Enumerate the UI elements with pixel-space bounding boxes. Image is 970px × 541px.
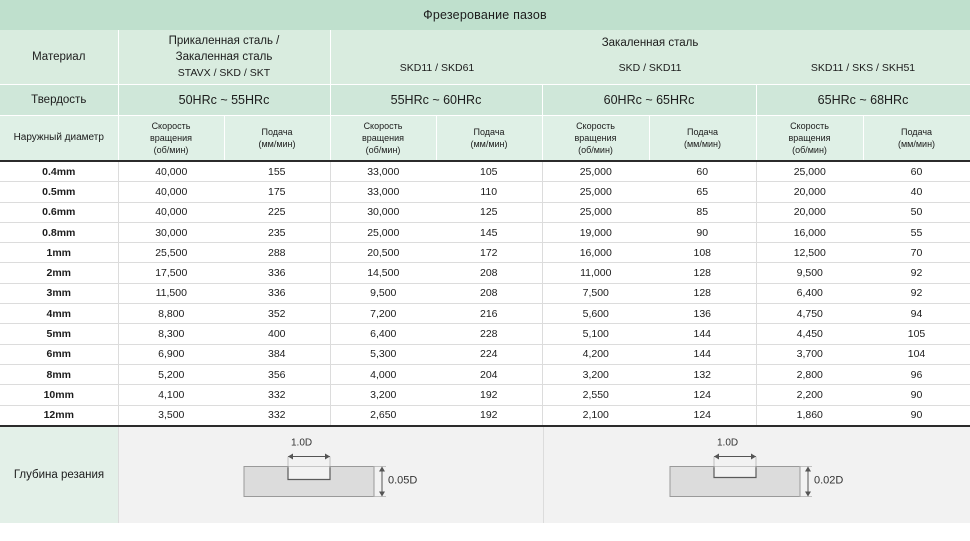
cell-speed-3: 25,000 [542, 182, 649, 202]
cell-speed-2: 14,500 [330, 263, 436, 283]
cell-feed-3: 144 [649, 344, 756, 364]
cell-feed-3: 128 [649, 283, 756, 303]
cell-feed-4: 104 [863, 344, 970, 364]
cell-feed-4: 92 [863, 283, 970, 303]
sub-feed-l3: (мм/мин) [258, 139, 296, 149]
cell-speed-1: 3,500 [118, 405, 224, 425]
cutting-data-table [0, 162, 970, 425]
depth-of-cut-band [0, 427, 970, 523]
cell-feed-2: 204 [436, 364, 542, 384]
sub-speed-l3: (об/мин) [365, 145, 401, 156]
cell-feed-1: 400 [224, 324, 330, 344]
subheader-speed-2 [330, 116, 436, 161]
cell-diameter: 0.6mm [0, 202, 118, 222]
sub-speed-l2: вращения [150, 132, 192, 143]
cell-speed-2: 6,400 [330, 324, 436, 344]
cell-feed-4: 70 [863, 243, 970, 263]
cell-feed-2: 145 [436, 222, 542, 242]
cell-feed-1: 332 [224, 405, 330, 425]
cell-feed-4: 105 [863, 324, 970, 344]
subheader-speed-1 [118, 116, 224, 161]
subheader-feed-3 [649, 116, 756, 161]
depth-of-cut-label: Глубина резания [0, 427, 118, 523]
cell-feed-2: 216 [436, 304, 542, 324]
cell-feed-2: 105 [436, 162, 542, 182]
cell-feed-3: 124 [649, 405, 756, 425]
cell-feed-4: 90 [863, 405, 970, 425]
cell-speed-2: 5,300 [330, 344, 436, 364]
cell-feed-1: 288 [224, 243, 330, 263]
cell-speed-4: 1,860 [756, 405, 863, 425]
sub-feed-l3: (мм/мин) [470, 139, 508, 149]
table-row [0, 182, 970, 202]
subheader-feed-2 [436, 116, 542, 161]
cell-speed-2: 33,000 [330, 182, 436, 202]
cell-speed-4: 20,000 [756, 202, 863, 222]
cell-feed-1: 384 [224, 344, 330, 364]
cell-feed-3: 128 [649, 263, 756, 283]
table-row [0, 202, 970, 222]
cell-feed-2: 172 [436, 243, 542, 263]
cell-diameter: 12mm [0, 405, 118, 425]
cell-feed-1: 332 [224, 385, 330, 405]
cell-speed-2: 9,500 [330, 283, 436, 303]
cell-speed-2: 20,500 [330, 243, 436, 263]
hardness-row [0, 85, 970, 116]
material-group-label: Закаленная сталь [601, 36, 699, 49]
cell-feed-1: 225 [224, 202, 330, 222]
cell-feed-2: 224 [436, 344, 542, 364]
table-row [0, 304, 970, 324]
cell-speed-4: 16,000 [756, 222, 863, 242]
diameter-label: Наружный диаметр [0, 116, 118, 161]
cell-speed-4: 3,700 [756, 344, 863, 364]
cell-feed-3: 124 [649, 385, 756, 405]
cell-speed-1: 40,000 [118, 202, 224, 222]
depth-left-depth-label: 0.05D [388, 474, 418, 487]
cell-speed-2: 3,200 [330, 385, 436, 405]
cell-speed-3: 19,000 [542, 222, 649, 242]
depth-right-width-label: 1.0D [717, 437, 739, 449]
sheet-title-bar [0, 0, 970, 30]
hardness-4: 65HRc ~ 68HRc [756, 85, 970, 116]
cell-feed-2: 125 [436, 202, 542, 222]
sub-speed-l2: вращения [788, 132, 831, 143]
cell-speed-2: 25,000 [330, 222, 436, 242]
cell-feed-3: 85 [649, 202, 756, 222]
sub-feed-l1: Подача [261, 126, 293, 137]
cell-diameter: 5mm [0, 324, 118, 344]
sub-speed-l3: (об/мин) [153, 145, 189, 156]
cell-speed-2: 7,200 [330, 304, 436, 324]
cell-feed-4: 55 [863, 222, 970, 242]
sub-speed-l1: Скорость [576, 120, 615, 131]
cell-speed-2: 33,000 [330, 162, 436, 182]
material-2-line2: SKD11 / SKD61 [399, 62, 475, 75]
cell-feed-1: 336 [224, 283, 330, 303]
cell-speed-2: 4,000 [330, 364, 436, 384]
sub-speed-l3: (об/мин) [578, 145, 613, 156]
sub-speed-l3: (об/мин) [792, 145, 827, 156]
cell-speed-4: 12,500 [756, 243, 863, 263]
cell-diameter: 2mm [0, 263, 118, 283]
cell-diameter: 10mm [0, 385, 118, 405]
cell-feed-4: 60 [863, 162, 970, 182]
table-row [0, 324, 970, 344]
cell-speed-1: 40,000 [118, 162, 224, 182]
sub-feed-l1: Подача [473, 126, 505, 137]
hardness-label: Твердость [0, 85, 118, 116]
cell-speed-2: 2,650 [330, 405, 436, 425]
table-row [0, 283, 970, 303]
cell-diameter: 3mm [0, 283, 118, 303]
cell-speed-3: 7,500 [542, 283, 649, 303]
table-row [0, 405, 970, 425]
cell-speed-3: 25,000 [542, 202, 649, 222]
table-row [0, 222, 970, 242]
cell-feed-3: 65 [649, 182, 756, 202]
cell-speed-3: 4,200 [542, 344, 649, 364]
cell-speed-3: 11,000 [542, 263, 649, 283]
material-group-cell [330, 30, 970, 85]
sub-speed-l2: вращения [362, 132, 404, 143]
cell-speed-4: 25,000 [756, 162, 863, 182]
cell-feed-4: 94 [863, 304, 970, 324]
data-table-wrapper [0, 160, 970, 427]
cell-speed-4: 4,750 [756, 304, 863, 324]
table-row [0, 364, 970, 384]
cell-feed-2: 208 [436, 283, 542, 303]
cell-speed-3: 3,200 [542, 364, 649, 384]
hardness-1: 50HRc ~ 55HRc [118, 85, 330, 116]
table-row [0, 263, 970, 283]
cell-feed-3: 90 [649, 222, 756, 242]
cell-feed-4: 96 [863, 364, 970, 384]
cell-diameter: 8mm [0, 364, 118, 384]
cell-diameter: 6mm [0, 344, 118, 364]
material-row [0, 30, 970, 85]
cell-speed-4: 2,200 [756, 385, 863, 405]
cell-feed-2: 110 [436, 182, 542, 202]
depth-figure-left [236, 434, 426, 515]
depth-figure-right [662, 434, 852, 515]
header-grid [0, 30, 970, 160]
sub-feed-l1: Подача [686, 126, 719, 137]
cell-speed-4: 9,500 [756, 263, 863, 283]
cell-feed-1: 352 [224, 304, 330, 324]
cell-diameter: 0.8mm [0, 222, 118, 242]
cell-feed-2: 208 [436, 263, 542, 283]
subheader-row [0, 116, 970, 161]
cell-speed-1: 11,500 [118, 283, 224, 303]
material-4-line2: SKD11 / SKS / SKH51 [810, 62, 916, 75]
cell-speed-4: 6,400 [756, 283, 863, 303]
cell-speed-1: 6,900 [118, 344, 224, 364]
cell-speed-3: 2,550 [542, 385, 649, 405]
cell-feed-2: 192 [436, 385, 542, 405]
material-1-line3: STAVX / SKD / SKT [177, 67, 271, 80]
cell-diameter: 0.5mm [0, 182, 118, 202]
material-3-line2: SKD / SKD11 [618, 62, 682, 75]
table-row [0, 385, 970, 405]
material-1-line1: Прикаленная сталь / [168, 34, 280, 47]
sub-speed-l1: Скорость [151, 120, 191, 131]
cell-speed-4: 4,450 [756, 324, 863, 344]
sub-speed-l1: Скорость [363, 120, 403, 131]
cell-speed-3: 16,000 [542, 243, 649, 263]
subheader-feed-4 [863, 116, 970, 161]
cell-diameter: 1mm [0, 243, 118, 263]
cell-feed-4: 50 [863, 202, 970, 222]
cell-feed-4: 40 [863, 182, 970, 202]
sub-speed-l1: Скорость [790, 120, 829, 131]
cell-speed-2: 30,000 [330, 202, 436, 222]
cell-speed-1: 17,500 [118, 263, 224, 283]
cell-speed-3: 5,100 [542, 324, 649, 344]
hardness-3: 60HRc ~ 65HRc [542, 85, 756, 116]
cell-diameter: 4mm [0, 304, 118, 324]
depth-figure-right-area [543, 427, 970, 523]
depth-figure-left-area [118, 427, 543, 523]
cell-feed-4: 92 [863, 263, 970, 283]
cell-feed-1: 235 [224, 222, 330, 242]
cell-speed-1: 25,500 [118, 243, 224, 263]
table-row [0, 344, 970, 364]
cell-feed-3: 136 [649, 304, 756, 324]
cell-speed-1: 8,800 [118, 304, 224, 324]
material-label: Материал [0, 30, 118, 85]
subheader-speed-4 [756, 116, 863, 161]
cell-speed-4: 2,800 [756, 364, 863, 384]
cell-feed-1: 336 [224, 263, 330, 283]
subheader-speed-3 [542, 116, 649, 161]
depth-right-depth-label: 0.02D [814, 474, 844, 487]
cell-feed-2: 192 [436, 405, 542, 425]
sub-feed-l1: Подача [901, 126, 933, 137]
cell-feed-3: 132 [649, 364, 756, 384]
cell-feed-1: 356 [224, 364, 330, 384]
cell-speed-1: 40,000 [118, 182, 224, 202]
hardness-2: 55HRc ~ 60HRc [330, 85, 542, 116]
table-row [0, 243, 970, 263]
cell-speed-1: 8,300 [118, 324, 224, 344]
depth-left-width-label: 1.0D [291, 437, 313, 449]
cell-speed-1: 30,000 [118, 222, 224, 242]
cell-feed-4: 90 [863, 385, 970, 405]
cell-feed-3: 144 [649, 324, 756, 344]
subheader-feed-1 [224, 116, 330, 161]
cell-speed-1: 5,200 [118, 364, 224, 384]
cell-speed-3: 5,600 [542, 304, 649, 324]
material-cell-1 [118, 30, 330, 85]
sub-feed-l3: (мм/мин) [683, 139, 722, 149]
table-row [0, 162, 970, 182]
cell-speed-4: 20,000 [756, 182, 863, 202]
material-1-line2: Закаленная сталь [175, 51, 273, 64]
sub-feed-l3: (мм/мин) [897, 139, 936, 149]
cell-speed-1: 4,100 [118, 385, 224, 405]
sub-speed-l2: вращения [574, 132, 617, 143]
cell-feed-1: 155 [224, 162, 330, 182]
cell-feed-1: 175 [224, 182, 330, 202]
cell-diameter: 0.4mm [0, 162, 118, 182]
cell-feed-2: 228 [436, 324, 542, 344]
cell-speed-3: 25,000 [542, 162, 649, 182]
page-title: Фрезерование пазов [423, 8, 547, 22]
cell-speed-3: 2,100 [542, 405, 649, 425]
cell-feed-3: 108 [649, 243, 756, 263]
cell-feed-3: 60 [649, 162, 756, 182]
